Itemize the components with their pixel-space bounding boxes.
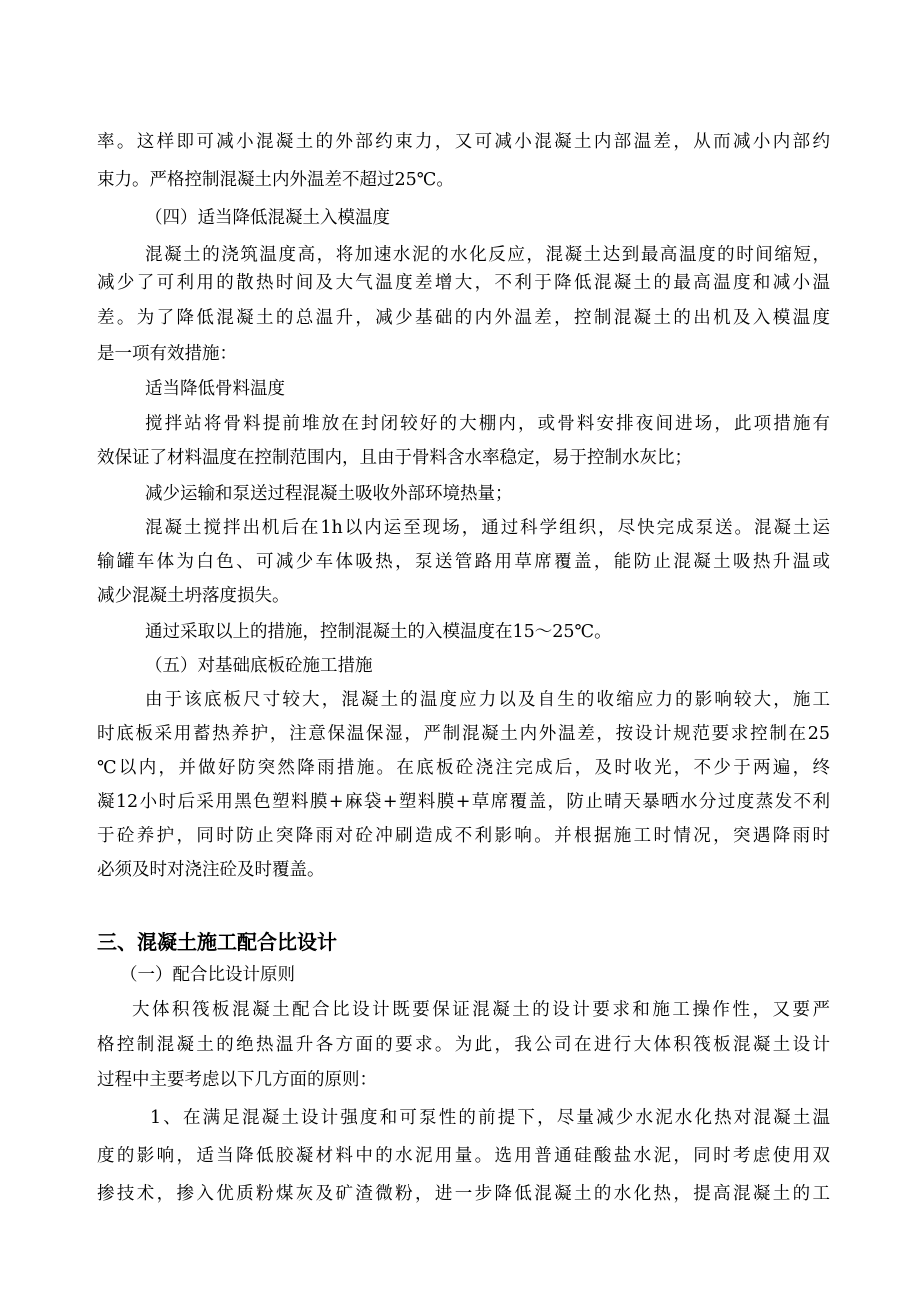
paragraph-line: 于砼养护，同时防止突降雨对砼冲刷造成不利影响。并根据施工时情况，突遇降雨时 xyxy=(97,826,830,846)
subsection-heading: （四）适当降低混凝土入模温度 xyxy=(145,208,390,228)
paragraph-line: 大体积筏板混凝土配合比设计既要保证混凝土的设计要求和施工操作性，又要严 xyxy=(132,1000,830,1020)
paragraph-line: 减少混凝土坍落度损失。 xyxy=(97,586,290,606)
paragraph-line: 格控制混凝土的绝热温升各方面的要求。为此，我公司在进行大体积筏板混凝土设计 xyxy=(97,1035,830,1055)
paragraph-line: ℃以内，并做好防突然降雨措施。在底板砼浇注完成后，及时收光，不少于两遍，终 xyxy=(97,758,830,778)
paragraph-line: 搅拌站将骨料提前堆放在封闭较好的大棚内，或骨料安排夜间进场，此项措施有 xyxy=(145,414,830,434)
paragraph-line: 减少了可利用的散热时间及大气温度差增大，不利于降低混凝土的最高温度和减小温 xyxy=(97,273,830,293)
paragraph-line: 凝12小时后采用黑色塑料膜+麻袋+塑料膜+草席覆盖，防止晴天暴晒水分过度蒸发不利 xyxy=(97,792,830,812)
subsection-heading: （一）配合比设计原则 xyxy=(120,965,295,985)
paragraph-line: 由于该底板尺寸较大，混凝土的温度应力以及自生的收缩应力的影响较大，施工 xyxy=(145,690,830,710)
paragraph-line: 时底板采用蓄热养护，注意保温保湿，严制混凝土内外温差，按设计规范要求控制在25 xyxy=(97,724,830,744)
paragraph-line: 适当降低骨料温度 xyxy=(145,379,285,399)
paragraph-line: 掺技术，掺入优质粉煤灰及矿渣微粉，进一步降低混凝土的水化热，提高混凝土的工 xyxy=(97,1184,830,1204)
paragraph-line: 差。为了降低混凝土的总温升，减少基础的内外温差，控制混凝土的出机及入模温度 xyxy=(97,308,830,328)
paragraph-line: 束力。严格控制混凝土内外温差不超过25℃。 xyxy=(97,170,454,190)
paragraph-line: 混凝土搅拌出机后在1h以内运至现场，通过科学组织，尽快完成泵送。混凝土运 xyxy=(145,518,830,538)
paragraph-line: 1、在满足混凝土设计强度和可泵性的前提下，尽量减少水泥水化热对混凝土温 xyxy=(150,1108,830,1128)
paragraph-line: 通过采取以上的措施，控制混凝土的入模温度在15～25℃。 xyxy=(145,622,612,642)
paragraph-line: 混凝土的浇筑温度高，将加速水泥的水化反应，混凝土达到最高温度的时间缩短， xyxy=(145,245,830,265)
paragraph-line: 减少运输和泵送过程混凝土吸收外部环境热量； xyxy=(145,484,513,504)
paragraph-line: 率。这样即可减小混凝土的外部约束力，又可减小混凝土内部温差，从而减小内部约 xyxy=(97,132,830,152)
paragraph-line: 是一项有效措施： xyxy=(97,344,237,364)
paragraph-line: 过程中主要考虑以下几方面的原则： xyxy=(97,1070,377,1090)
subsection-heading: （五）对基础底板砼施工措施 xyxy=(145,656,373,676)
paragraph-line: 效保证了材料温度在控制范围内，且由于骨料含水率稳定，易于控制水灰比； xyxy=(97,448,692,468)
paragraph-line: 输罐车体为白色、可减少车体吸热，泵送管路用草席覆盖，能防止混凝土吸热升温或 xyxy=(97,552,830,572)
paragraph-line: 必须及时对浇注砼及时覆盖。 xyxy=(97,860,325,880)
paragraph-line: 度的影响，适当降低胶凝材料中的水泥用量。选用普通硅酸盐水泥，同时考虑使用双 xyxy=(97,1146,830,1166)
section-heading: 三、混凝土施工配合比设计 xyxy=(97,930,337,954)
